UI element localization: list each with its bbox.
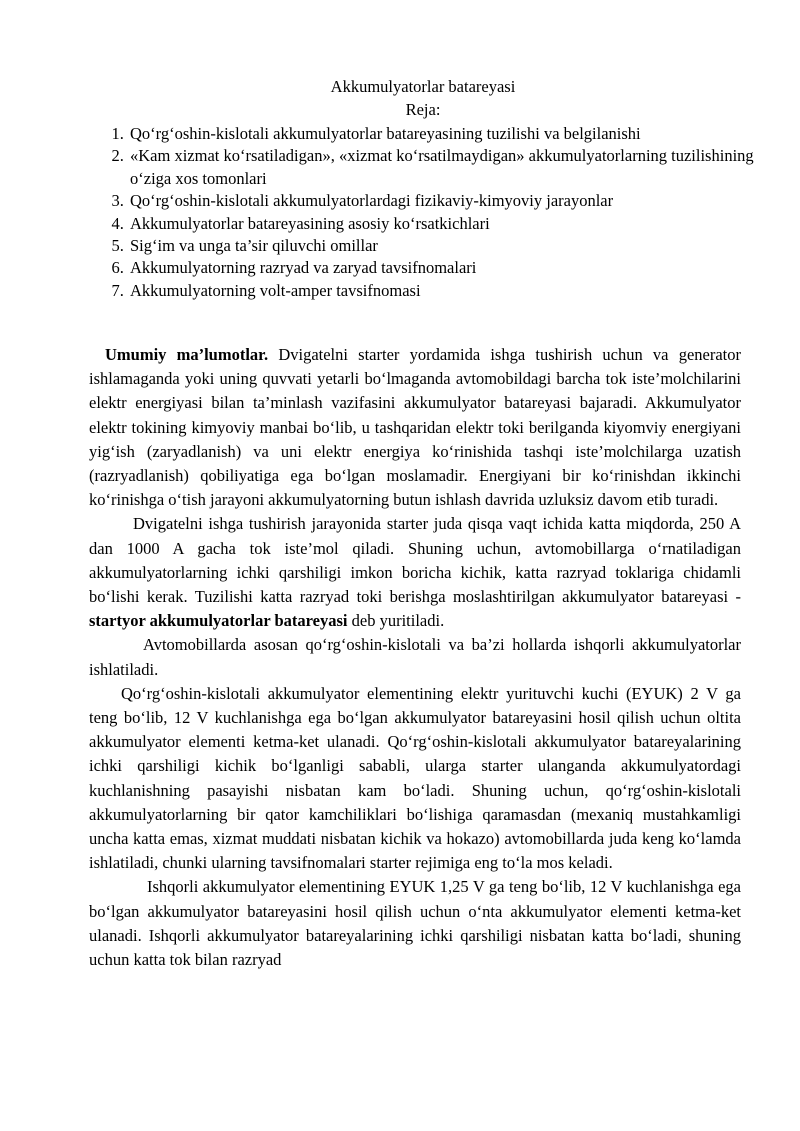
plan-item: 4. Akkumulyatorlar batareyasining asosiy ko‘rsatkichlari: [128, 213, 788, 235]
plan-item: 7. Akkumulyatorning volt-amper tavsifnomasi: [128, 280, 788, 302]
plan-item: 6. Akkumulyatorning razryad va zaryad tavsifnomalari: [128, 257, 788, 279]
section-lead: Umumiy ma’lumotlar.: [105, 345, 269, 364]
plan-item: 2. «Kam xizmat ko‘rsatiladigan», «xizmat ko‘rsatilmaydigan» akkumulyatorlarning tuzilishining o‘ziga xos tomonlari: [128, 145, 788, 190]
paragraph-text: Dvigatelni starter yordamida ishga tushirish uchun va generator ishlamaganda yoki uning quvvati yetarli bo‘lmaganda avtomobildagi barcha tok iste’molchilarini elektr energiyasi bilan ta’minlash vazifasini akkumulyator batareyasi bajaradi. Akkumulyator elektr tokining kimyoviy manbai bo‘lib, u tashqaridan elektr toki berilganda kiyomviy energiyani yig‘ish (zaryadlanish) va uni elektr energiya ko‘rinishida tashqi iste’molchilarga uzatish (razryadlanish) qobiliyatiga ega bo‘lgan moslamadir. Energiyani bir ko‘rinishdan ikkinchi ko‘rinishga o‘tish jarayoni akkumulyatorning butun ishlash davrida uzluksiz davom etib turadi.: [89, 345, 741, 510]
plan-item: 5. Sig‘im va unga ta’sir qiluvchi omillar: [128, 235, 788, 257]
paragraph-alkaline: Ishqorli akkumulyator elementining EYUK 1,25 V ga teng bo‘lib, 12 V kuchlanishga ega bo‘lgan akkumulyator batareyasini hosil qilish uchun o‘nta akkumulyator elementi ketma-ket ulanadi. Ishqorli akkumulyator batareyalarining ichki qarshiligi nisbatan katta bo‘ladi, shuning uchun katta tok bilan razryad: [89, 877, 741, 970]
plan-list: [90, 123, 788, 302]
paragraph-text: deb yuritiladi.: [347, 611, 445, 631]
paragraph-text: Dvigatelni ishga tushirish jarayonida starter juda qisqa vaqt ichida katta miqdorda, 250 A dan 1000 A gacha tok iste’mol qiladi. Shuning uchun, avtomobillarga o‘rnatiladigan akkumulyatorlarning ichki qarshiligi imkon boricha kichik, katta razryad toklariga chidamli bo‘lishi kerak. Tuzilishi katta razryad toki berishga moslashtirilgan akkumulyator batareyasi -: [89, 514, 741, 607]
document-title: Akkumulyatorlar batareyasi: [330, 77, 516, 96]
plan-item: 3. Qo‘rg‘oshin-kislotali akkumulyatorlardagi fizikaviy-kimyoviy jarayonlar: [128, 190, 788, 212]
paragraph-lead-acid: Qo‘rg‘oshin-kislotali akkumulyator elementining elektr yurituvchi kuchi (EYUK) 2 V ga teng bo‘lib, 12 V kuchlanishga ega bo‘lgan akkumulyator batareyasini hosil qilish uchun oltita akkumulyator elementi ketma-ket ulanadi. Qo‘rg‘oshin-kislotali akkumulyator batareyalarining ichki qarshiligi kichik bo‘lganligi sababli, ularga starter ulanganda akkumulyatordagi kuchlanishning pasayishi nisbatan kam bo‘ladi. Shuning uchun, qo‘rg‘oshin-kislotali akkumulyatorlarning bir qator kamchiliklari bo‘lishiga qaramasdan (mexaniq mustahkamligi uncha katta emas, xizmat muddati nisbatan kichik va hokazo) avtomobillarda juda keng ko‘lamda ishlatiladi, chunki ularning tavsifnomalari starter rejimiga eng to‘la mos keladi.: [89, 683, 741, 873]
key-term: startyor akkumulyatorlar batareyasi: [89, 611, 348, 631]
paragraph-general-info: [89, 343, 741, 512]
plan-heading: Reja:: [405, 100, 441, 119]
body-text: [89, 343, 741, 972]
plan-item: 1. Qo‘rg‘oshin-kislotali akkumulyatorlar batareyasining tuzilishi va belgilanishi: [128, 123, 788, 145]
paragraph-battery-types: Avtomobillarda asosan qo‘rg‘oshin-kislotali va ba’zi hollarda ishqorli akkumulyatorlar ishlatiladi.: [89, 635, 741, 679]
paragraph-starter-current: [89, 512, 741, 633]
